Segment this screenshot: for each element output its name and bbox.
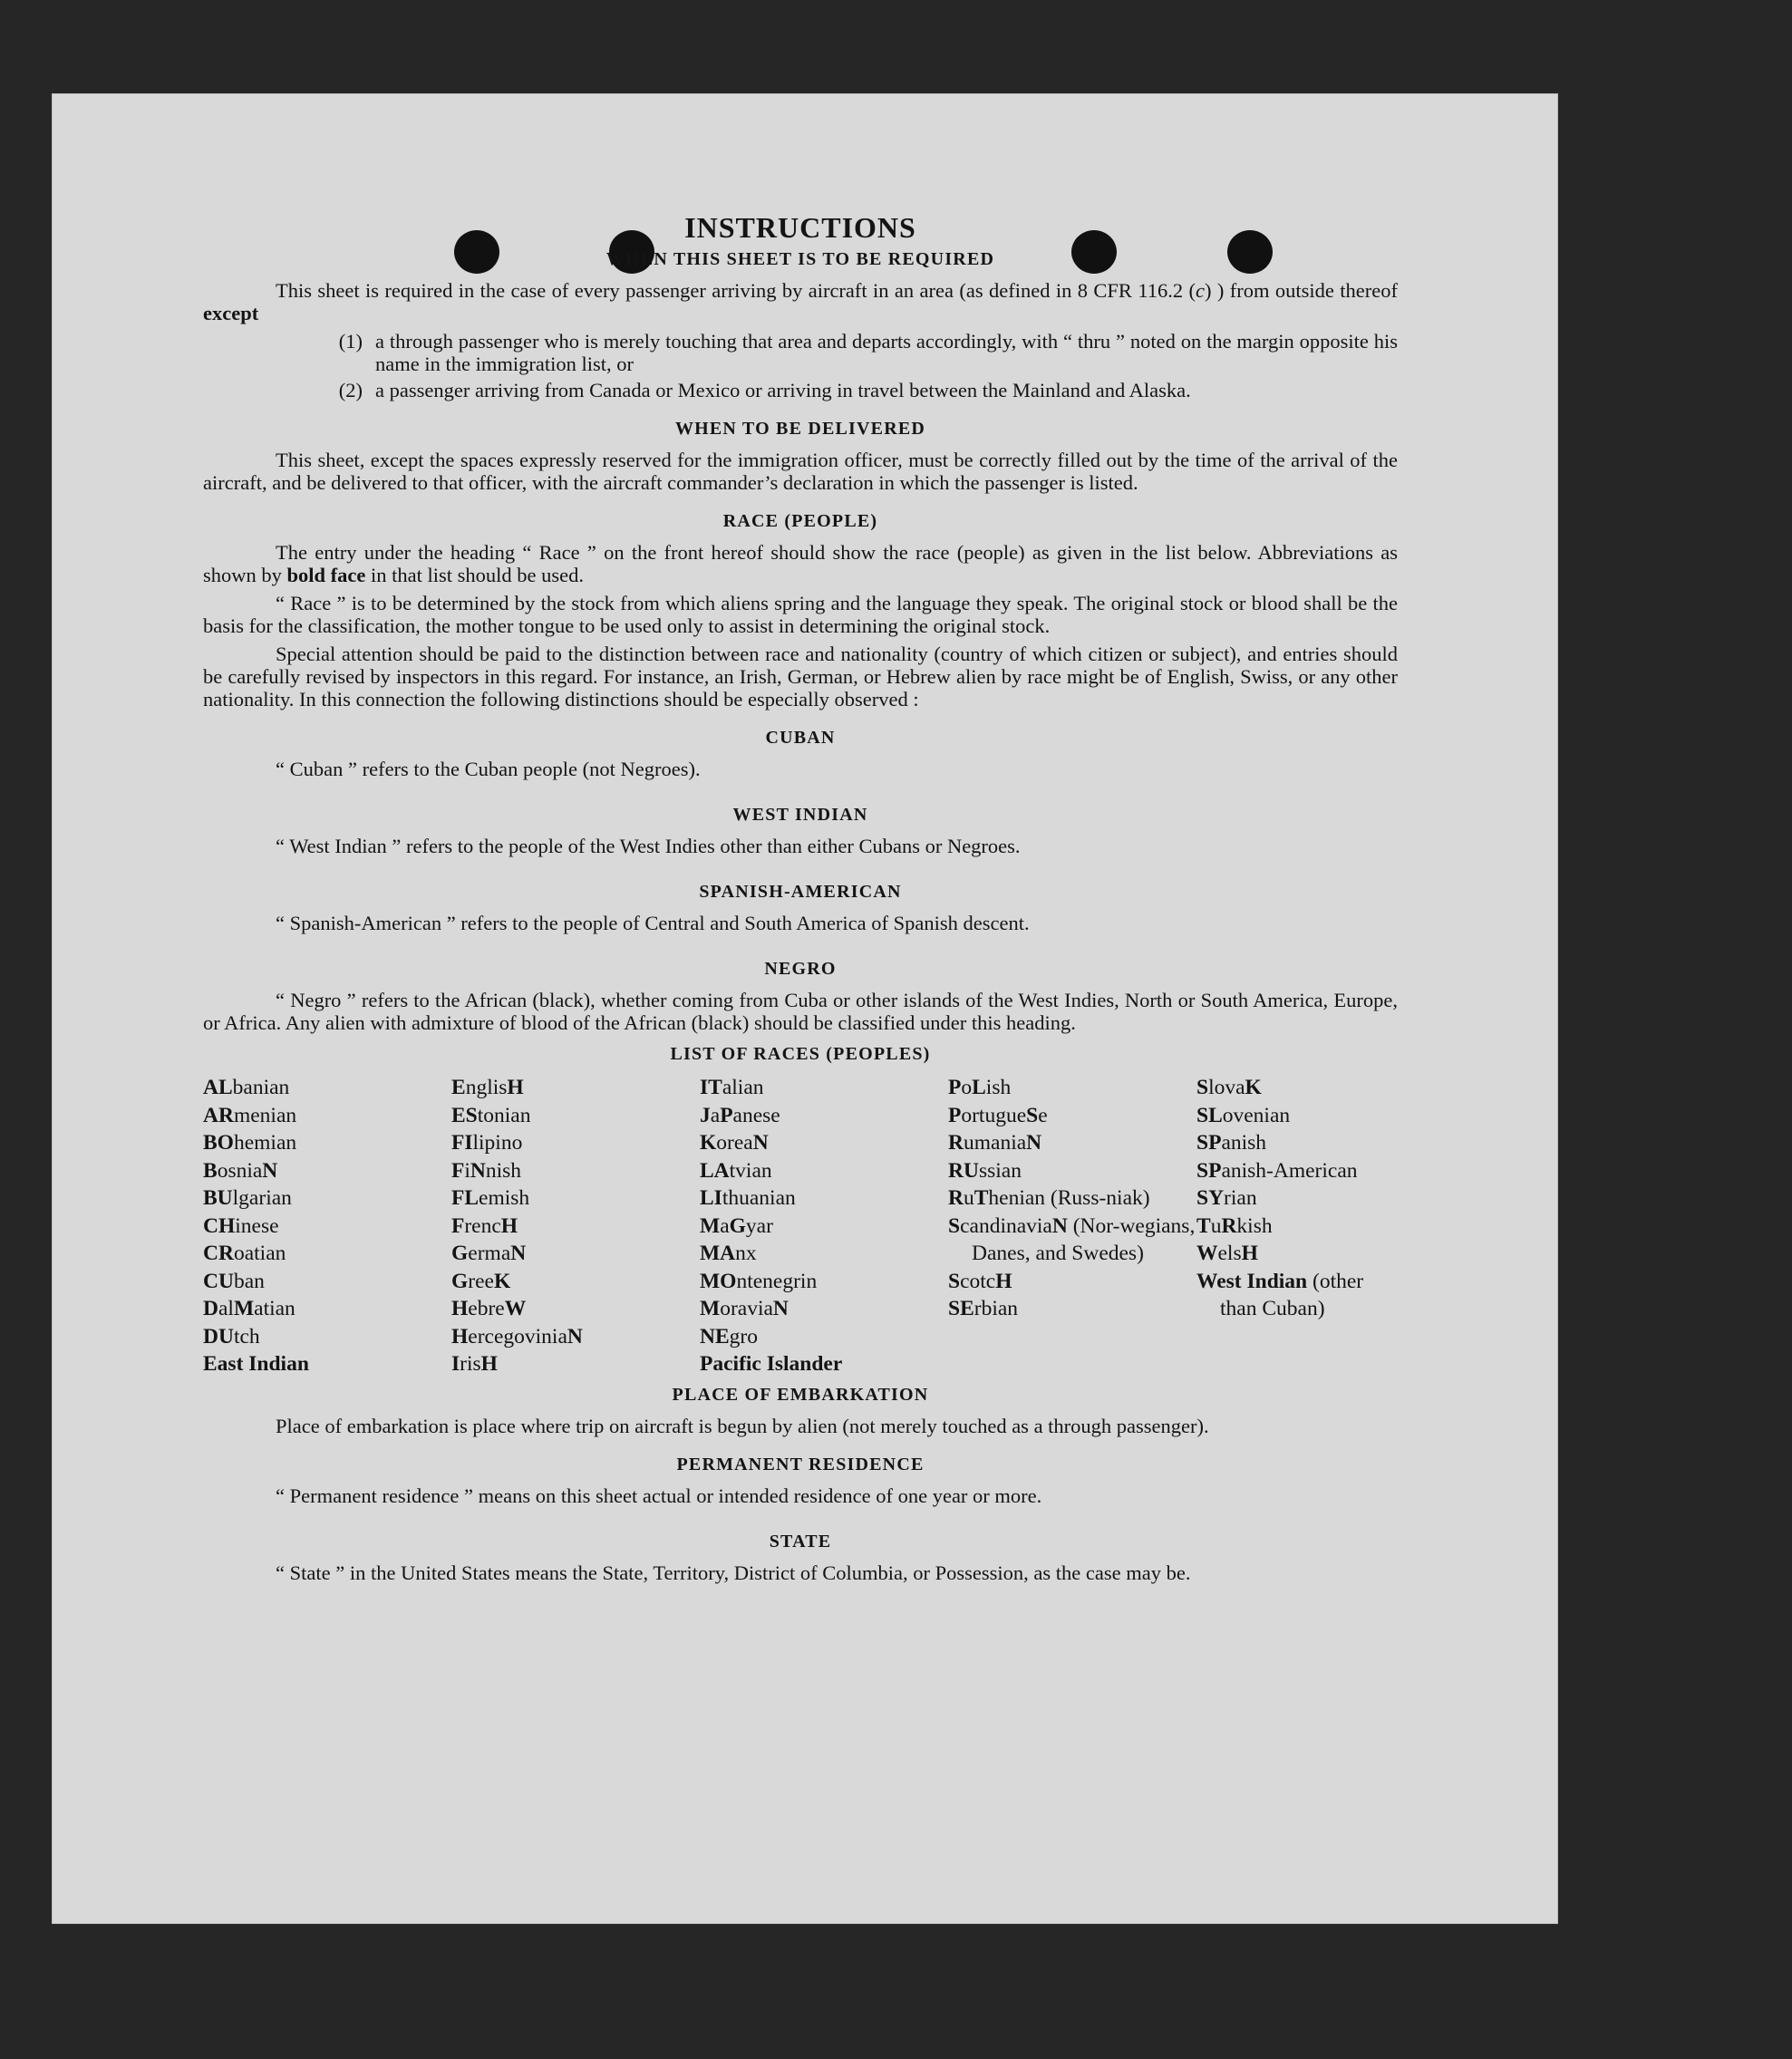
race-entry: BUlgarian — [203, 1186, 292, 1210]
race-entry: SErbian — [948, 1297, 1019, 1320]
race-entry: EStonian — [451, 1103, 531, 1127]
race-entry: PoLish — [948, 1076, 1012, 1099]
race-entry: PortugueSe — [948, 1103, 1048, 1127]
races-column-3 — [700, 1074, 948, 1378]
races-column-2 — [451, 1074, 700, 1378]
race-entry: BOhemian — [203, 1131, 297, 1155]
heading-when-required: WHEN THIS SHEET IS TO BE REQUIRED — [605, 249, 995, 269]
heading-negro: NEGRO — [764, 959, 837, 979]
race-entry: HebreW — [451, 1297, 527, 1320]
race-entry: ScotcH — [948, 1269, 1012, 1293]
race-entry: FIlipino — [451, 1131, 523, 1155]
race-entry: MAnx — [700, 1242, 757, 1265]
race-entry: SlovaK — [1196, 1076, 1262, 1099]
race-entry: LIthuanian — [700, 1186, 796, 1210]
race-entry: MaGyar — [700, 1213, 773, 1238]
instructions-body — [203, 210, 1398, 1590]
race-entry: East Indian — [203, 1352, 309, 1376]
race-entry: West Indian (other than Cuban) — [1196, 1269, 1364, 1320]
race-entry: WelsH — [1196, 1242, 1258, 1265]
race-entry: MoraviaN — [700, 1297, 789, 1320]
paragraph-permanent-residence: “ Permanent residence ” means on this sheet actual or intended residence of one year or more. — [276, 1484, 1042, 1507]
heading-permanent-residence: PERMANENT RESIDENCE — [676, 1454, 925, 1474]
race-entry: LAtvian — [700, 1158, 772, 1183]
paragraph-west-indian: “ West Indian ” refers to the people of the West Indies other than either Cubans or Negroes. — [276, 835, 1021, 857]
race-entry: Pacific Islander — [700, 1352, 843, 1376]
paragraph-spanish-american: “ Spanish-American ” refers to the people of Central and South America of Spanish descent. — [276, 912, 1030, 934]
race-entry: NEgro — [700, 1324, 758, 1348]
heading-embarkation: PLACE OF EMBARKATION — [672, 1384, 929, 1405]
race-entry: RumaniaN — [948, 1131, 1042, 1155]
page-title: INSTRUCTIONS — [684, 211, 916, 244]
paragraph-embarkation: Place of embarkation is place where trip on aircraft is begun by alien (not merely touched as a through passenger). — [276, 1414, 1209, 1437]
heading-list-of-races: LIST OF RACES (PEOPLES) — [670, 1044, 931, 1064]
race-entry: KoreaN — [700, 1131, 769, 1155]
races-column-4 — [948, 1074, 1196, 1378]
exception-item-2 — [203, 379, 1398, 401]
races-column-5 — [1196, 1074, 1405, 1378]
heading-west-indian: WEST INDIAN — [732, 805, 868, 825]
race-entry: TuRkish — [1196, 1213, 1273, 1238]
race-entry: CHinese — [203, 1213, 279, 1238]
item-number: (2) — [338, 379, 363, 401]
race-entry: ALbanian — [203, 1076, 290, 1099]
race-entry: HercegoviniaN — [451, 1324, 583, 1348]
race-entry: SPanish-American — [1196, 1158, 1358, 1183]
race-entry: JaPanese — [700, 1103, 780, 1127]
race-entry: CRoatian — [203, 1242, 286, 1265]
race-entry: FrencH — [451, 1213, 518, 1238]
race-entry: BosniaN — [203, 1158, 278, 1183]
race-entry: IrisH — [451, 1352, 498, 1376]
race-entry: CUban — [203, 1269, 265, 1293]
race-entry: DalMatian — [203, 1297, 295, 1320]
paragraph-race-1: The entry under the heading “ Race ” on the front hereof should show the race (people) as given in the list below. Abbreviations as shown by bold face in that list should be used. — [203, 541, 1398, 586]
race-entry: SPanish — [1196, 1131, 1267, 1155]
race-entry: MOntenegrin — [700, 1269, 818, 1293]
paragraph-race-2: “ Race ” is to be determined by the stock from which aliens spring and the language they speak. The original stock or blood shall be the basis for the classification, the mother tongue to be used only to assist in determining the original stock. — [203, 592, 1398, 637]
race-entry: ITalian — [700, 1076, 764, 1099]
race-entry: FLemish — [451, 1186, 530, 1210]
heading-race: RACE (PEOPLE) — [722, 511, 878, 531]
race-entry: GreeK — [451, 1269, 511, 1293]
paragraph-state: “ State ” in the United States means the State, Territory, District of Columbia, or Possession, as the case may be. — [276, 1561, 1191, 1584]
race-entry: RUssian — [948, 1158, 1022, 1183]
paragraph-negro: “ Negro ” refers to the African (black), whether coming from Cuba or other islands of the West Indies, North or South America, Europe, or Africa. Any alien with admixture of blood of the African (black) should be classified under this heading. — [203, 989, 1398, 1034]
heading-spanish-american: SPANISH-AMERICAN — [699, 882, 902, 902]
paragraph-cuban: “ Cuban ” refers to the Cuban people (not Negroes). — [276, 758, 701, 780]
paragraph-required: This sheet is required in the case of every passenger arriving by aircraft in an area (as defined in 8 CFR 116.2 (c) ) from outside thereof except — [203, 279, 1398, 324]
heading-when-delivered: WHEN TO BE DELIVERED — [674, 419, 926, 439]
heading-cuban: CUBAN — [765, 728, 836, 748]
item-number: (1) — [338, 330, 363, 353]
race-entry: SYrian — [1196, 1186, 1257, 1210]
race-entry: ARmenian — [203, 1103, 297, 1127]
heading-state: STATE — [769, 1531, 832, 1552]
race-entry: RuThenian (Russ-niak) — [948, 1186, 1150, 1210]
race-entry: GermaN — [451, 1242, 527, 1265]
exception-item-1 — [203, 330, 1398, 375]
item-text: a passenger arriving from Canada or Mexico or arriving in travel between the Mainland and Alaska. — [375, 379, 1191, 401]
race-entry: EnglisH — [451, 1076, 524, 1099]
race-entry: FiNnish — [451, 1158, 522, 1183]
race-entry: DUtch — [203, 1324, 260, 1348]
paragraph-delivered: This sheet, except the spaces expressly reserved for the immigration officer, must be correctly filled out by the time of the arrival of the aircraft, and be delivered to that officer, with the aircraft commander’s declaration in which the passenger is listed. — [203, 449, 1398, 494]
item-text: a through passenger who is merely touching that area and departs accordingly, with “ thru ” noted on the margin opposite his name in the immigration list, or — [375, 330, 1398, 375]
race-entry: SLovenian — [1196, 1103, 1291, 1127]
race-entry: ScandinaviaN (Nor-wegians, Danes, and Swedes) — [948, 1213, 1196, 1265]
paragraph-race-3: Special attention should be paid to the distinction between race and nationality (country of which citizen or subject), and entries should be carefully revised by inspectors in this regard. For instance, an Irish, German, or Hebrew alien by race might be of English, Swiss, or any other nationality. In this connection the following distinctions should be especially observed : — [203, 643, 1398, 710]
races-list — [203, 1074, 1398, 1378]
races-column-1 — [203, 1074, 451, 1378]
